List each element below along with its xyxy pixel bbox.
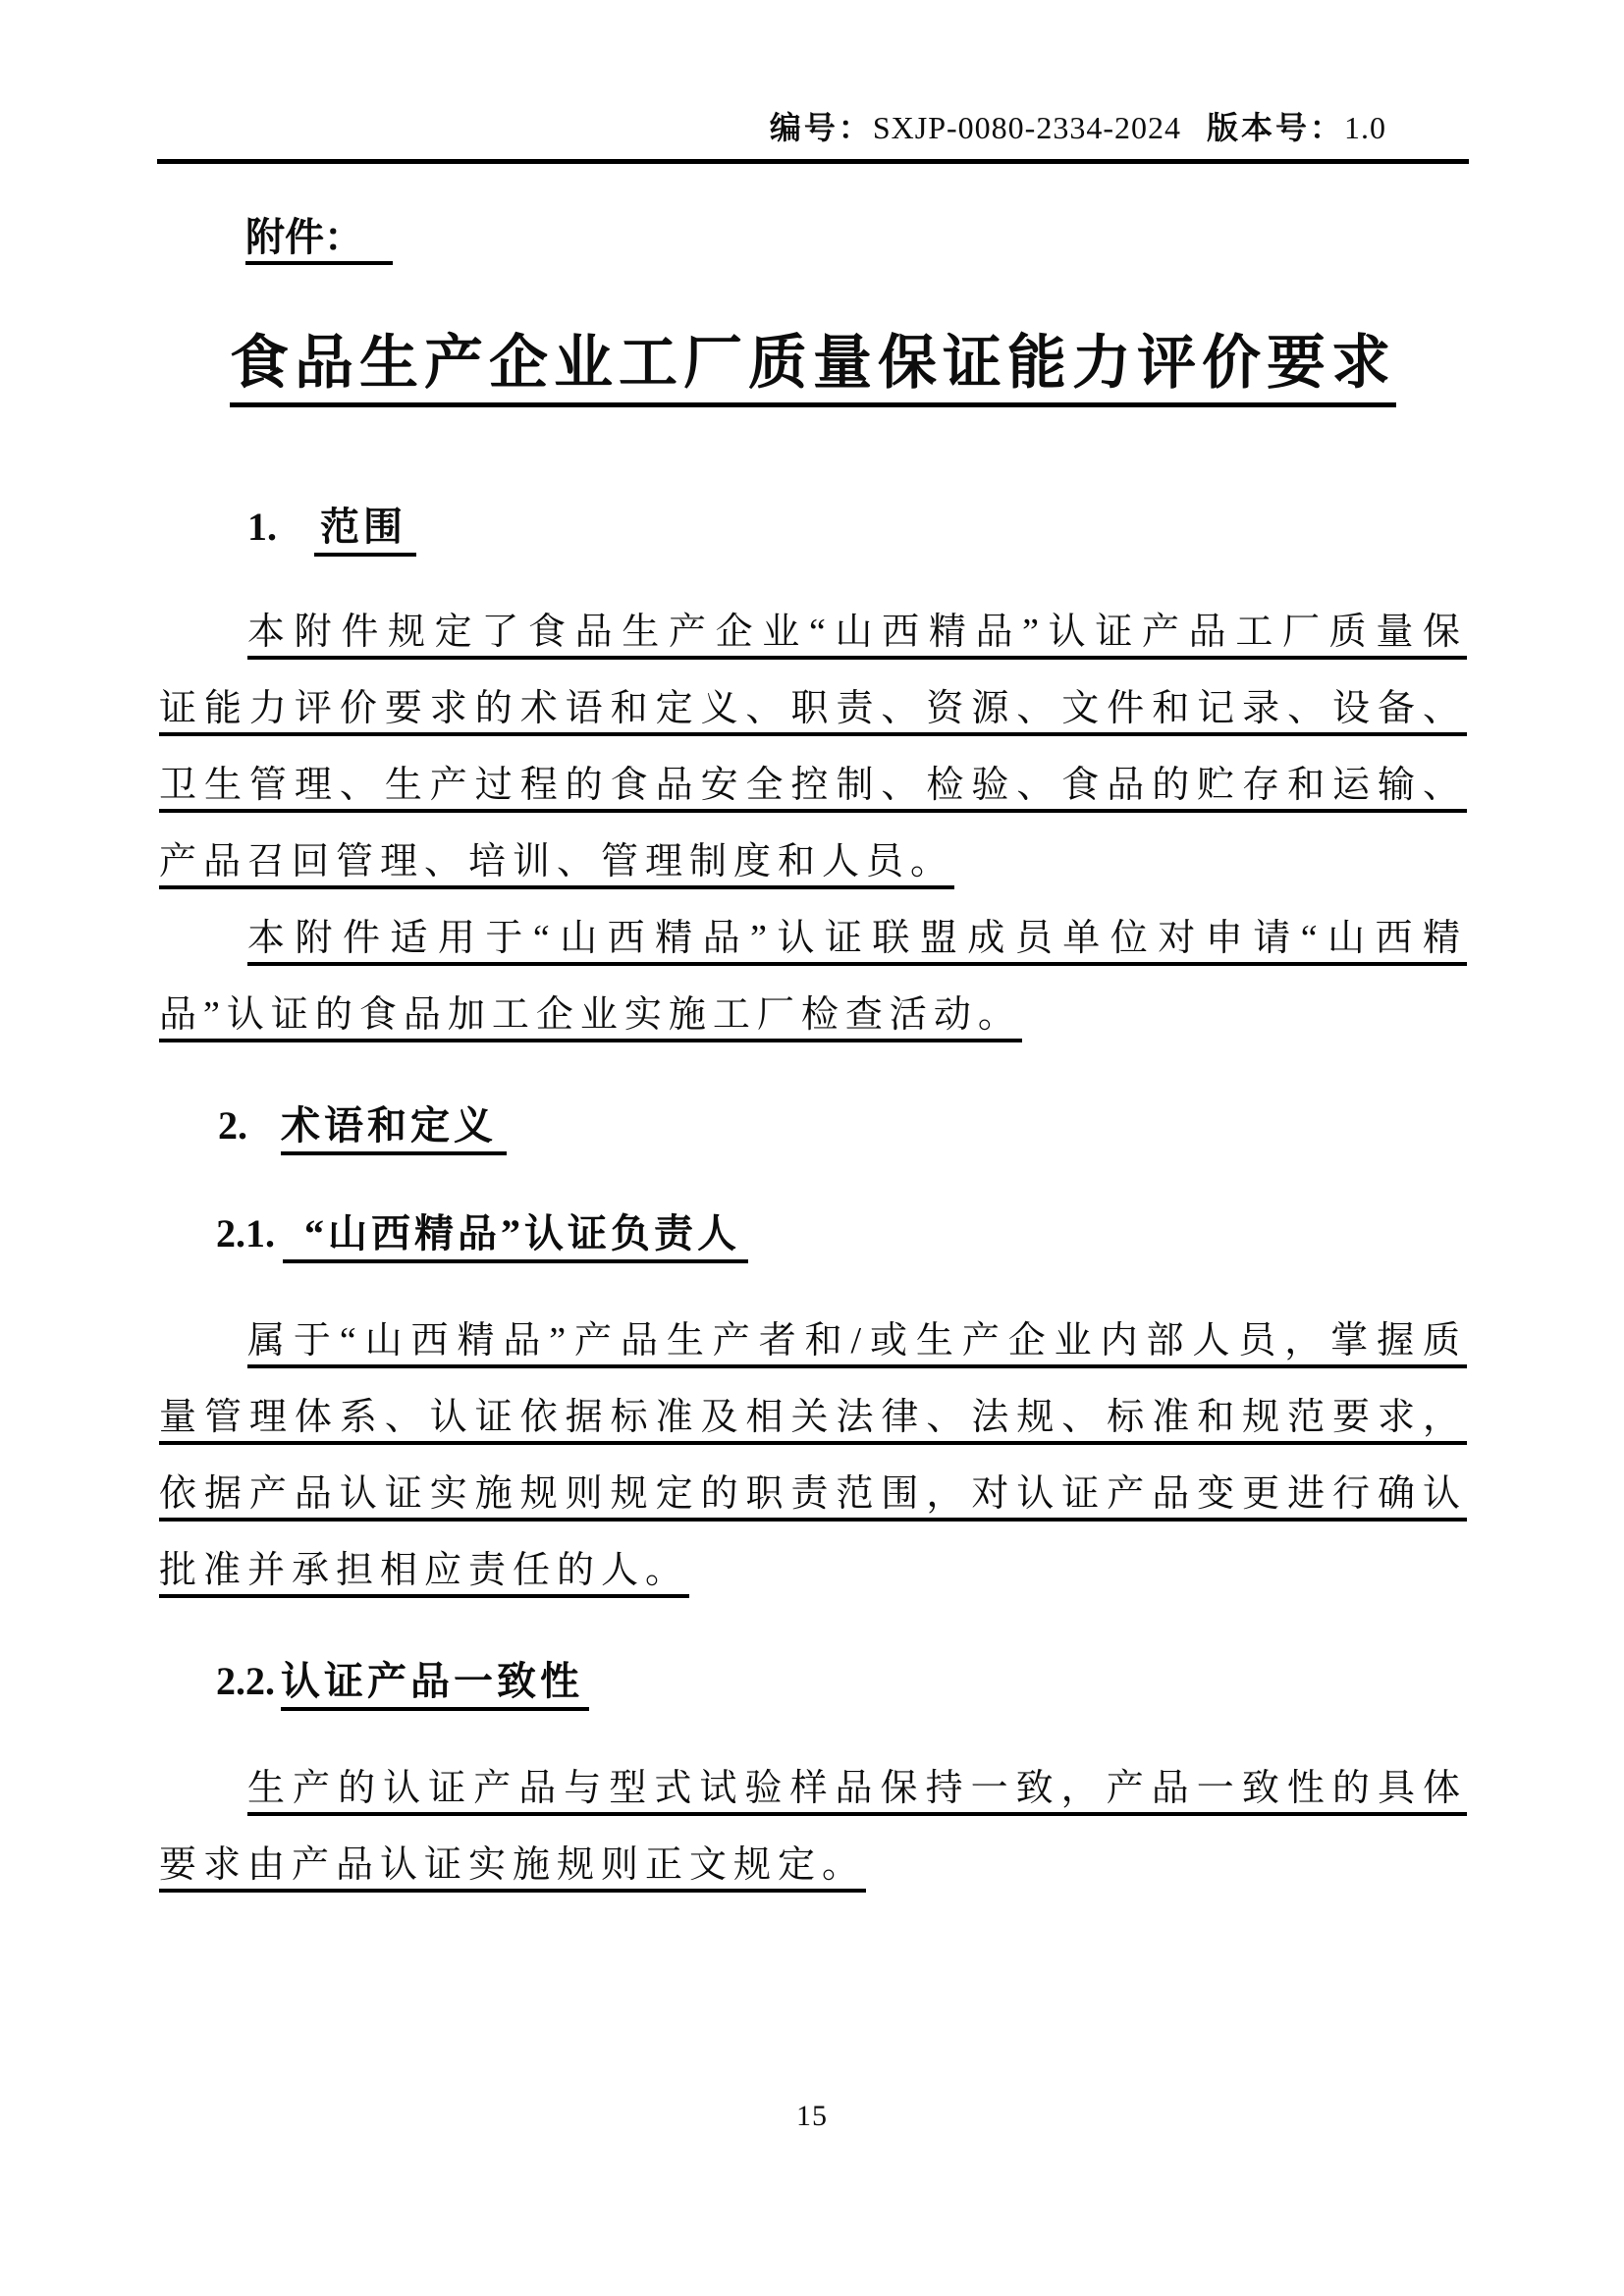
paragraph-line-text: 品”认证的食品加工企业实施工厂检查活动。 bbox=[159, 994, 1022, 1042]
paragraph-line bbox=[159, 1532, 1467, 1609]
header-divider-rule bbox=[157, 159, 1469, 164]
section-1-number: 1. bbox=[247, 505, 277, 549]
paragraph-line-text: 生产的认证产品与型式试验样品保持一致，产品一致性的具体 bbox=[247, 1768, 1467, 1816]
doc-number-label: 编号： bbox=[769, 110, 873, 145]
section-2-title: 术语和定义 bbox=[281, 1103, 507, 1155]
paragraph-line bbox=[159, 900, 1467, 977]
paragraph-line-text: 本附件规定了食品生产企业“山西精品”认证产品工厂质量保 bbox=[247, 612, 1467, 660]
doc-number-value: SXJP-0080-2334-2024 bbox=[872, 110, 1181, 145]
section-2-1-title: “山西精品”认证负责人 bbox=[283, 1211, 748, 1263]
doc-version-value: 1.0 bbox=[1344, 110, 1386, 145]
section-1-title: 范围 bbox=[314, 505, 416, 557]
paragraph-line bbox=[159, 977, 1467, 1053]
paragraph-line bbox=[159, 824, 1467, 900]
doc-version-label: 版本号： bbox=[1206, 110, 1344, 145]
section-heading-2-2 bbox=[216, 1657, 589, 1706]
section-2-1-number: 2.1. bbox=[216, 1211, 275, 1255]
section-2-2-title: 认证产品一致性 bbox=[281, 1659, 589, 1711]
page-number: 15 bbox=[796, 2100, 828, 2132]
paragraph-line-text: 要求由产品认证实施规则正文规定。 bbox=[159, 1844, 866, 1893]
paragraph-line bbox=[159, 1379, 1467, 1456]
section-2-1-body bbox=[159, 1303, 1467, 1609]
section-heading-2-1 bbox=[216, 1209, 748, 1258]
paragraph-line bbox=[159, 1303, 1467, 1379]
paragraph-line-text: 属于“山西精品”产品生产者和/或生产企业内部人员，掌握质 bbox=[247, 1320, 1467, 1368]
section-heading-2 bbox=[218, 1101, 507, 1150]
paragraph-line-text: 证能力评价要求的术语和定义、职责、资源、文件和记录、设备、 bbox=[159, 688, 1467, 736]
page-title: 食品生产企业工厂质量保证能力评价要求 bbox=[230, 328, 1396, 407]
document-code-header bbox=[770, 108, 1386, 147]
section-2-2-number: 2.2. bbox=[216, 1659, 275, 1703]
section-1-body bbox=[159, 594, 1467, 1053]
section-2-number: 2. bbox=[218, 1103, 247, 1148]
paragraph-line bbox=[159, 594, 1467, 670]
paragraph-line-text: 量管理体系、认证依据标准及相关法律、法规、标准和规范要求， bbox=[159, 1397, 1467, 1445]
paragraph-line-text: 卫生管理、生产过程的食品安全控制、检验、食品的贮存和运输、 bbox=[159, 765, 1467, 813]
title-container bbox=[159, 328, 1467, 407]
paragraph-line-text: 产品召回管理、培训、管理制度和人员。 bbox=[159, 841, 954, 889]
paragraph-line bbox=[159, 1456, 1467, 1532]
paragraph-line-text: 依据产品认证实施规则规定的职责范围，对认证产品变更进行确认 bbox=[159, 1473, 1467, 1522]
paragraph-line-text: 本附件适用于“山西精品”认证联盟成员单位对申请“山西精 bbox=[247, 918, 1467, 966]
paragraph-line bbox=[159, 747, 1467, 824]
paragraph-line-text: 批准并承担相应责任的人。 bbox=[159, 1550, 689, 1598]
paragraph-line bbox=[159, 1827, 1467, 1903]
paragraph-line bbox=[159, 1750, 1467, 1827]
paragraph-line bbox=[159, 670, 1467, 747]
section-heading-1 bbox=[247, 503, 416, 552]
attachment-label bbox=[245, 214, 393, 261]
attachment-label-text: 附件： bbox=[245, 215, 393, 265]
section-2-2-body bbox=[159, 1750, 1467, 1903]
